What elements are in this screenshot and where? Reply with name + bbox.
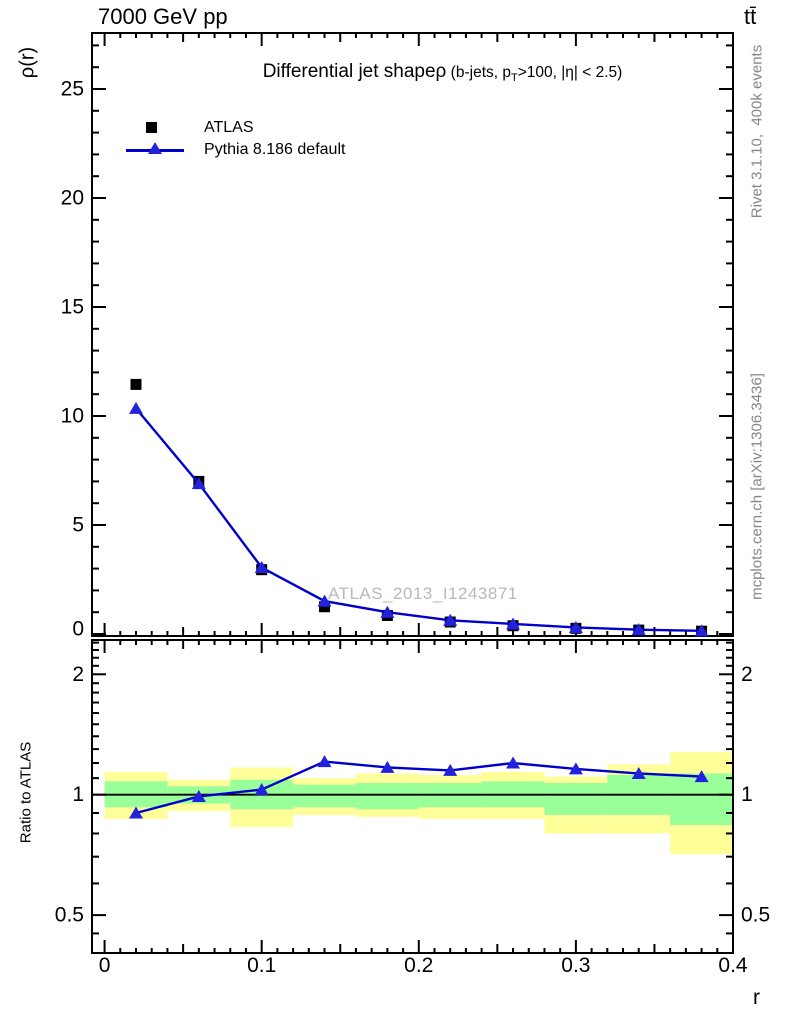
plot-title-main: Differential jet shapeρ <box>262 61 447 82</box>
ratio-y-tick-label-right: 1 <box>741 783 753 807</box>
ratio-y-tick-label: 1 <box>72 783 84 807</box>
pythia-data-marker <box>129 402 143 414</box>
ratio-y-tick-label: 2 <box>72 662 84 686</box>
x-tick-label: 0.3 <box>561 954 591 977</box>
ratio-y-tick-label: 0.5 <box>54 903 84 927</box>
main-y-tick-label: 5 <box>72 513 84 537</box>
ratio-uncertainty-band-green <box>544 783 607 815</box>
main-y-tick-label: 10 <box>60 404 84 428</box>
x-tick-label: 0.2 <box>404 954 434 977</box>
x-tick-label: 0.1 <box>247 954 277 977</box>
legend-pythia-marker <box>148 142 162 154</box>
main-panel-frame <box>92 33 733 636</box>
x-tick-label: 0 <box>98 954 111 977</box>
plot-title-cuts-pre: (b-jets, p <box>446 64 511 81</box>
legend-atlas-label: ATLAS <box>204 119 254 136</box>
x-axis-title: r <box>753 986 760 1009</box>
main-y-axis-title: ρ(r) <box>16 46 39 79</box>
beam-energy-label: 7000 GeV pp <box>98 4 228 29</box>
main-y-tick-label: 0 <box>72 617 84 641</box>
plot-title-pt-subscript: T <box>510 72 518 84</box>
mcplots-arxiv-sidenote: mcplots.cern.ch [arXiv:1306.3436] <box>748 373 766 600</box>
plot-title <box>122 61 763 84</box>
ratio-uncertainty-band-green <box>293 785 356 808</box>
legend-pythia-label: Pythia 8.186 default <box>204 141 346 158</box>
legend-atlas-marker <box>146 122 157 133</box>
main-y-tick-label: 20 <box>60 186 84 210</box>
ratio-y-axis-title: Ratio to ATLAS <box>17 741 35 844</box>
x-tick-label: 0.4 <box>718 954 748 977</box>
main-y-tick-label: 25 <box>60 77 84 101</box>
process-label: tt̄ <box>744 4 757 29</box>
ratio-uncertainty-band-green <box>356 783 419 809</box>
atlas-data-marker <box>130 379 141 390</box>
rivet-version-sidenote: Rivet 3.1.10, 400k events <box>748 44 766 219</box>
ratio-y-tick-label-right: 2 <box>741 662 753 686</box>
plot-title-cuts-post: >100, |η| < 2.5) <box>517 64 623 81</box>
main-y-tick-label: 15 <box>60 295 84 319</box>
ratio-y-tick-label-right: 0.5 <box>741 903 771 927</box>
analysis-id-watermark: ATLAS_2013_I1243871 <box>328 584 518 603</box>
